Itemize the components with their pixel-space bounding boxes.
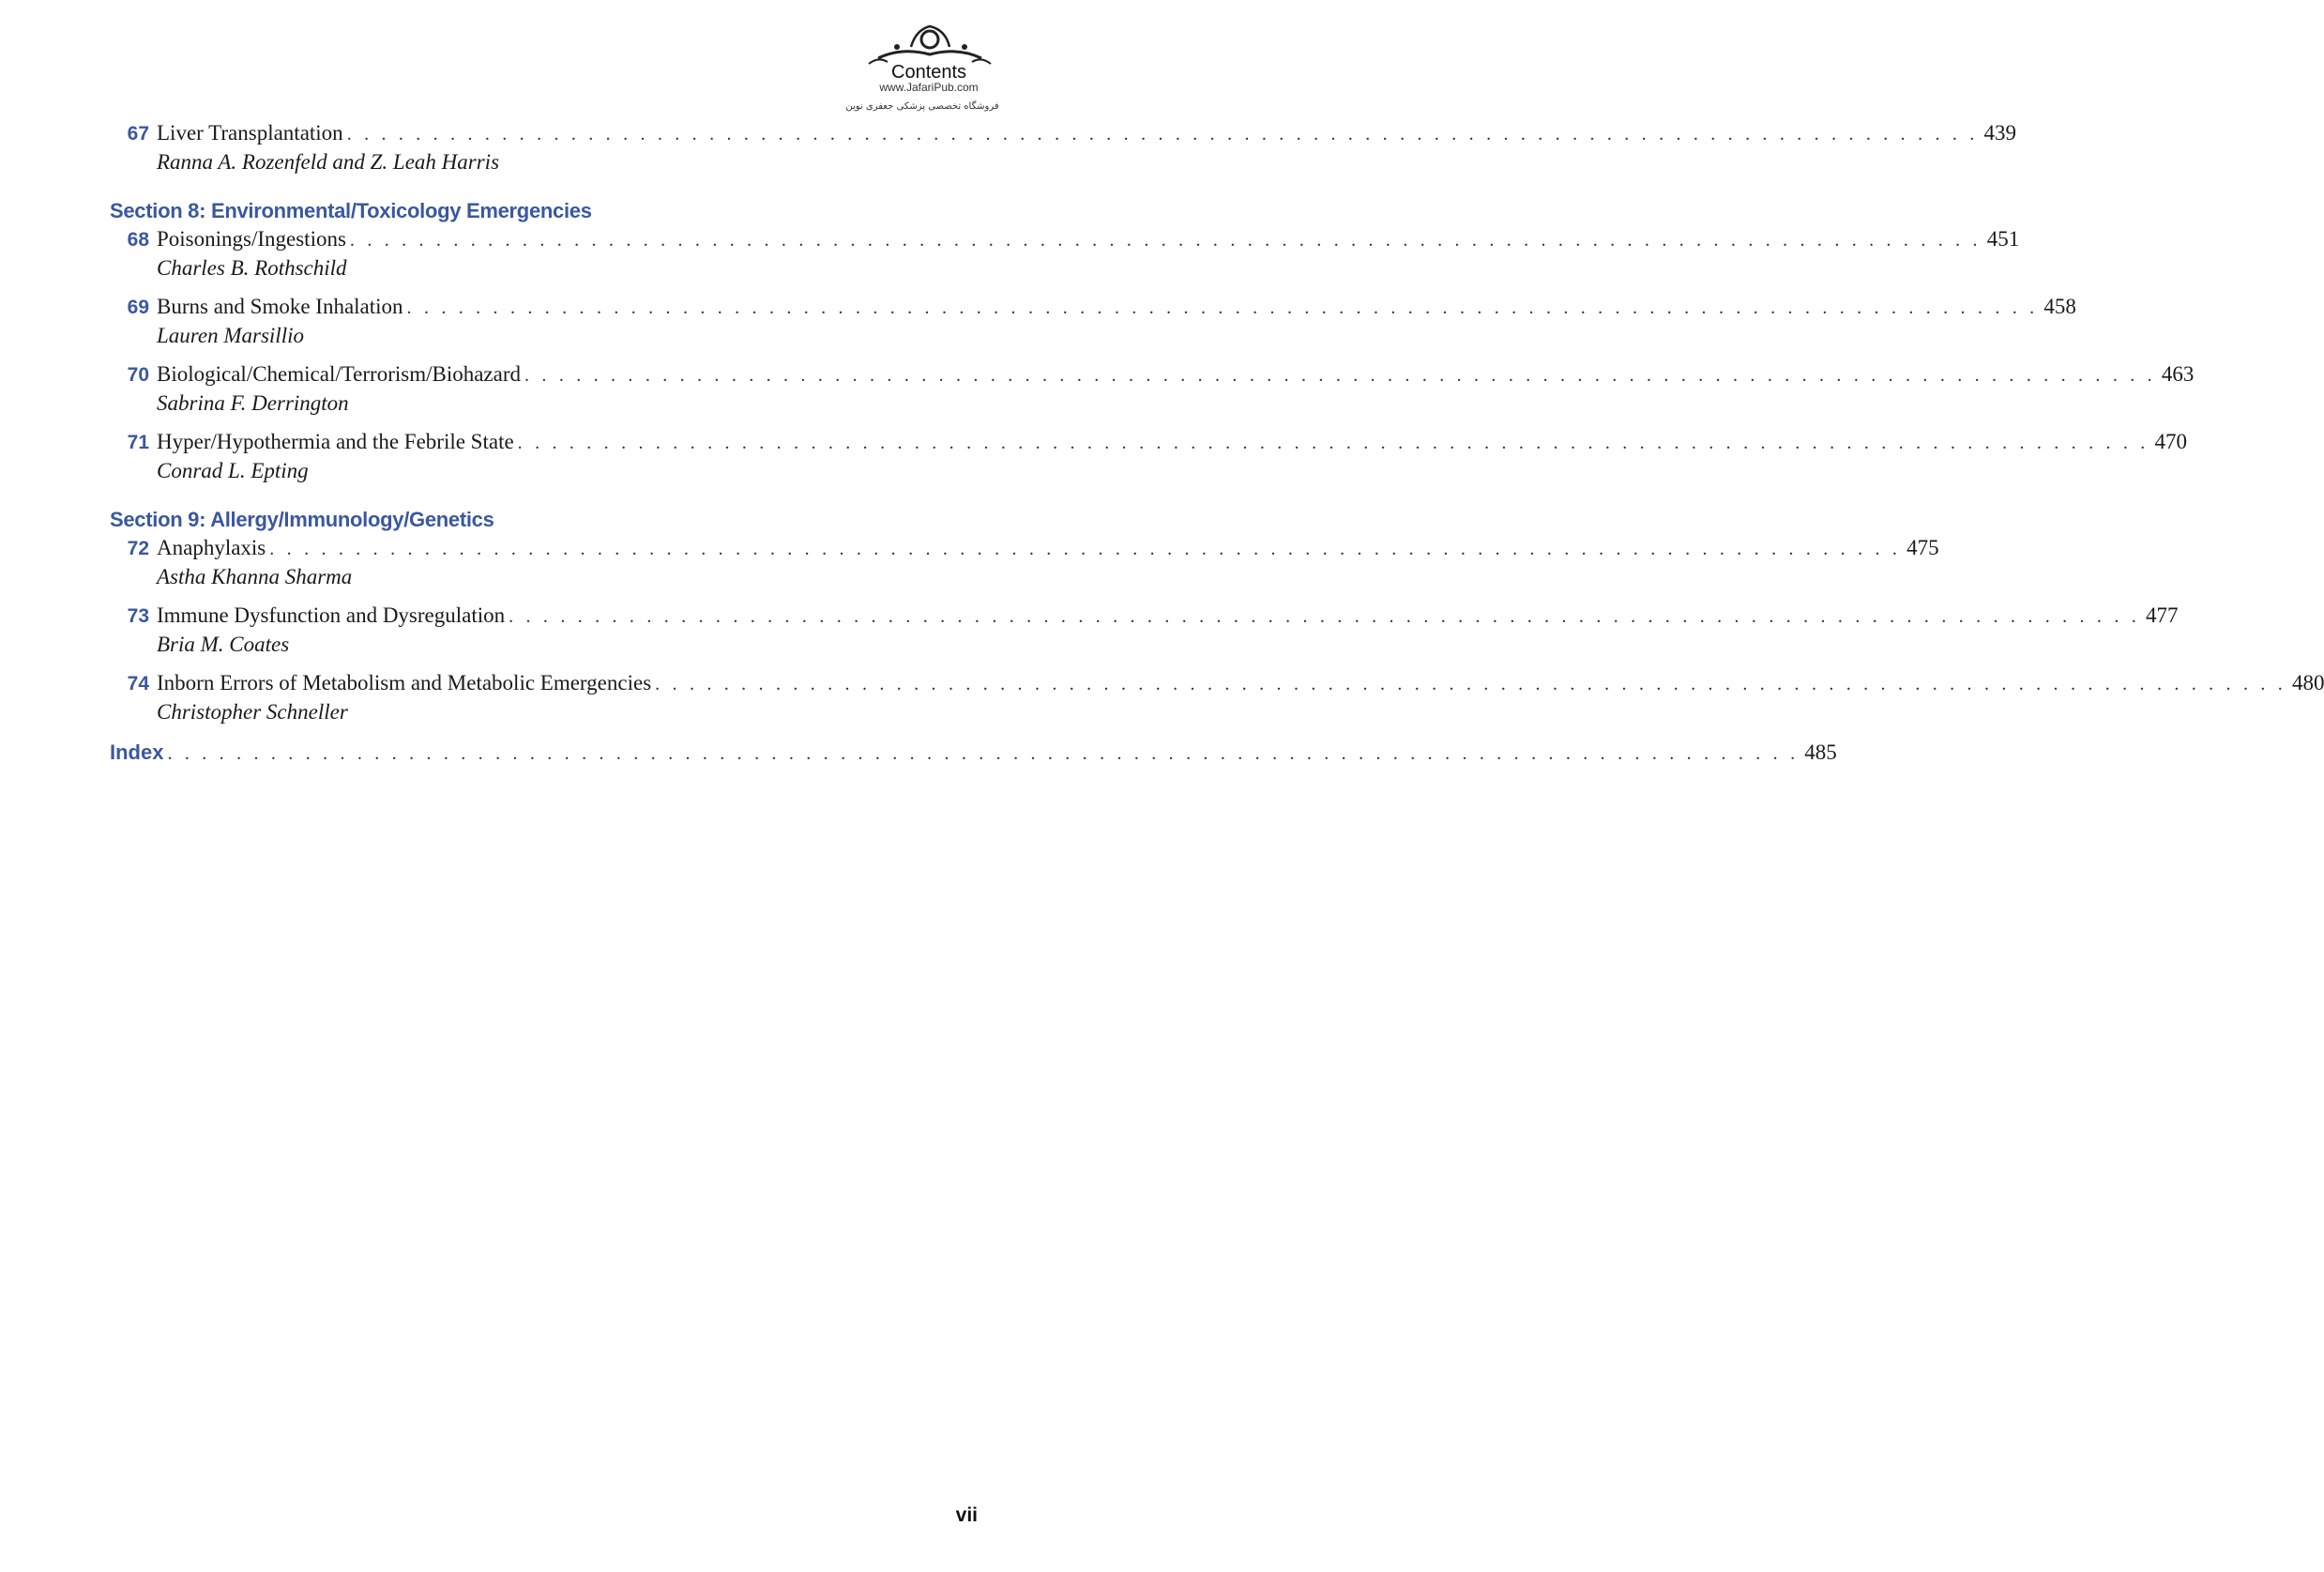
chapter-title[interactable]: Poisonings/Ingestions	[157, 227, 346, 251]
chapter-number: 71	[127, 432, 149, 453]
chapter-author: Christopher Schneller	[157, 700, 348, 724]
page-number: 477	[2145, 603, 2179, 627]
chapter-author: Conrad L. Epting	[157, 459, 309, 482]
page-number: 485	[1804, 740, 1837, 764]
dot-leader: . . . . . . . . . . . . . . . . . . . . . . . . . . . . . . . . . . . . . . . . . . . . . . . . . . . . . . . . . . . . . . . . . . . . . . . . . . . . . . . . . . . . . . . . . . . . . . .	[269, 539, 1902, 559]
toc-entry[interactable]	[110, 534, 1939, 591]
chapter-title[interactable]: Inborn Errors of Metabolism and Metabolic Emergencies	[157, 671, 652, 694]
chapter-number: 70	[127, 364, 149, 386]
toc-entry[interactable]	[110, 602, 2179, 659]
page-number: 458	[2043, 295, 2076, 318]
chapter-title[interactable]: Hyper/Hypothermia and the Febrile State	[157, 430, 514, 453]
page-number: 451	[1986, 227, 2020, 251]
page-number: 439	[1983, 121, 2016, 145]
page-number: 475	[1906, 536, 1939, 559]
page-number: 463	[2161, 362, 2195, 386]
chapter-number: 67	[127, 123, 149, 145]
toc-entry[interactable]	[110, 293, 2076, 350]
watermark-tagline: فروشگاه تخصصی پزشکی جعفری نوین	[845, 101, 999, 112]
table-of-contents	[110, 119, 2324, 768]
dot-leader: . . . . . . . . . . . . . . . . . . . . . . . . . . . . . . . . . . . . . . . . . . . . . . . . . . . . . . . . . . . . . . . . . . . . . . . . . . . . . . . . . . . . . . . . . . . . . . .	[167, 743, 1800, 764]
toc-entry[interactable]	[110, 428, 2187, 485]
dot-leader: . . . . . . . . . . . . . . . . . . . . . . . . . . . . . . . . . . . . . . . . . . . . . . . . . . . . . . . . . . . . . . . . . . . . . . . . . . . . . . . . . . . . . . . . . . . . . . .	[655, 674, 2286, 694]
chapter-title[interactable]: Anaphylaxis	[157, 536, 266, 559]
toc-entry-index[interactable]	[110, 739, 1837, 768]
chapter-number: 68	[127, 229, 149, 251]
page-number: 480	[2291, 671, 2324, 694]
chapter-number: 74	[127, 673, 149, 694]
dot-leader: . . . . . . . . . . . . . . . . . . . . . . . . . . . . . . . . . . . . . . . . . . . . . . . . . . . . . . . . . . . . . . . . . . . . . . . . . . . . . . . . . . . . . . . . . . . . . . .	[517, 433, 2149, 453]
toc-entry[interactable]	[110, 119, 2016, 176]
watermark-url: www.JafariPub.com	[879, 81, 979, 94]
chapter-author: Sabrina F. Derrington	[157, 391, 349, 415]
chapter-author: Charles B. Rothschild	[157, 256, 347, 280]
chapter-author: Bria M. Coates	[157, 633, 290, 656]
chapter-title[interactable]: Liver Transplantation	[157, 121, 343, 145]
section-heading: Section 8: Environmental/Toxicology Emergencies	[110, 199, 592, 222]
page-folio: vii	[955, 1504, 978, 1526]
index-label[interactable]: Index	[110, 740, 164, 764]
chapter-author: Lauren Marsillio	[157, 324, 304, 347]
chapter-author: Ranna A. Rozenfeld and Z. Leah Harris	[157, 150, 500, 174]
dot-leader: . . . . . . . . . . . . . . . . . . . . . . . . . . . . . . . . . . . . . . . . . . . . . . . . . . . . . . . . . . . . . . . . . . . . . . . . . . . . . . . . . . . . . . . . . . . . . . .	[346, 124, 1979, 145]
dot-leader: . . . . . . . . . . . . . . . . . . . . . . . . . . . . . . . . . . . . . . . . . . . . . . . . . . . . . . . . . . . . . . . . . . . . . . . . . . . . . . . . . . . . . . . . . . . . . . .	[509, 606, 2140, 627]
chapter-title[interactable]: Immune Dysfunction and Dysregulation	[157, 603, 506, 627]
chapter-title[interactable]: Biological/Chemical/Terrorism/Biohazard	[157, 362, 522, 386]
dot-leader: . . . . . . . . . . . . . . . . . . . . . . . . . . . . . . . . . . . . . . . . . . . . . . . . . . . . . . . . . . . . . . . . . . . . . . . . . . . . . . . . . . . . . . . . . . . . . . .	[524, 365, 2156, 386]
watermark-title: Contents	[891, 62, 967, 83]
dot-leader: . . . . . . . . . . . . . . . . . . . . . . . . . . . . . . . . . . . . . . . . . . . . . . . . . . . . . . . . . . . . . . . . . . . . . . . . . . . . . . . . . . . . . . . . . . . . . . .	[349, 230, 1982, 251]
toc-entry[interactable]	[110, 360, 2195, 418]
toc-entry[interactable]	[110, 225, 2020, 282]
chapter-author: Astha Khanna Sharma	[157, 565, 353, 588]
dot-leader: . . . . . . . . . . . . . . . . . . . . . . . . . . . . . . . . . . . . . . . . . . . . . . . . . . . . . . . . . . . . . . . . . . . . . . . . . . . . . . . . . . . . . . . . . . . . . . .	[406, 298, 2039, 318]
chapter-number: 69	[127, 297, 149, 318]
chapter-title[interactable]: Burns and Smoke Inhalation	[157, 295, 403, 318]
page-number: 470	[2154, 430, 2187, 453]
chapter-number: 73	[127, 605, 149, 627]
section-heading: Section 9: Allergy/Immunology/Genetics	[110, 508, 494, 531]
toc-entry[interactable]	[110, 669, 2324, 726]
chapter-number: 72	[127, 538, 149, 559]
